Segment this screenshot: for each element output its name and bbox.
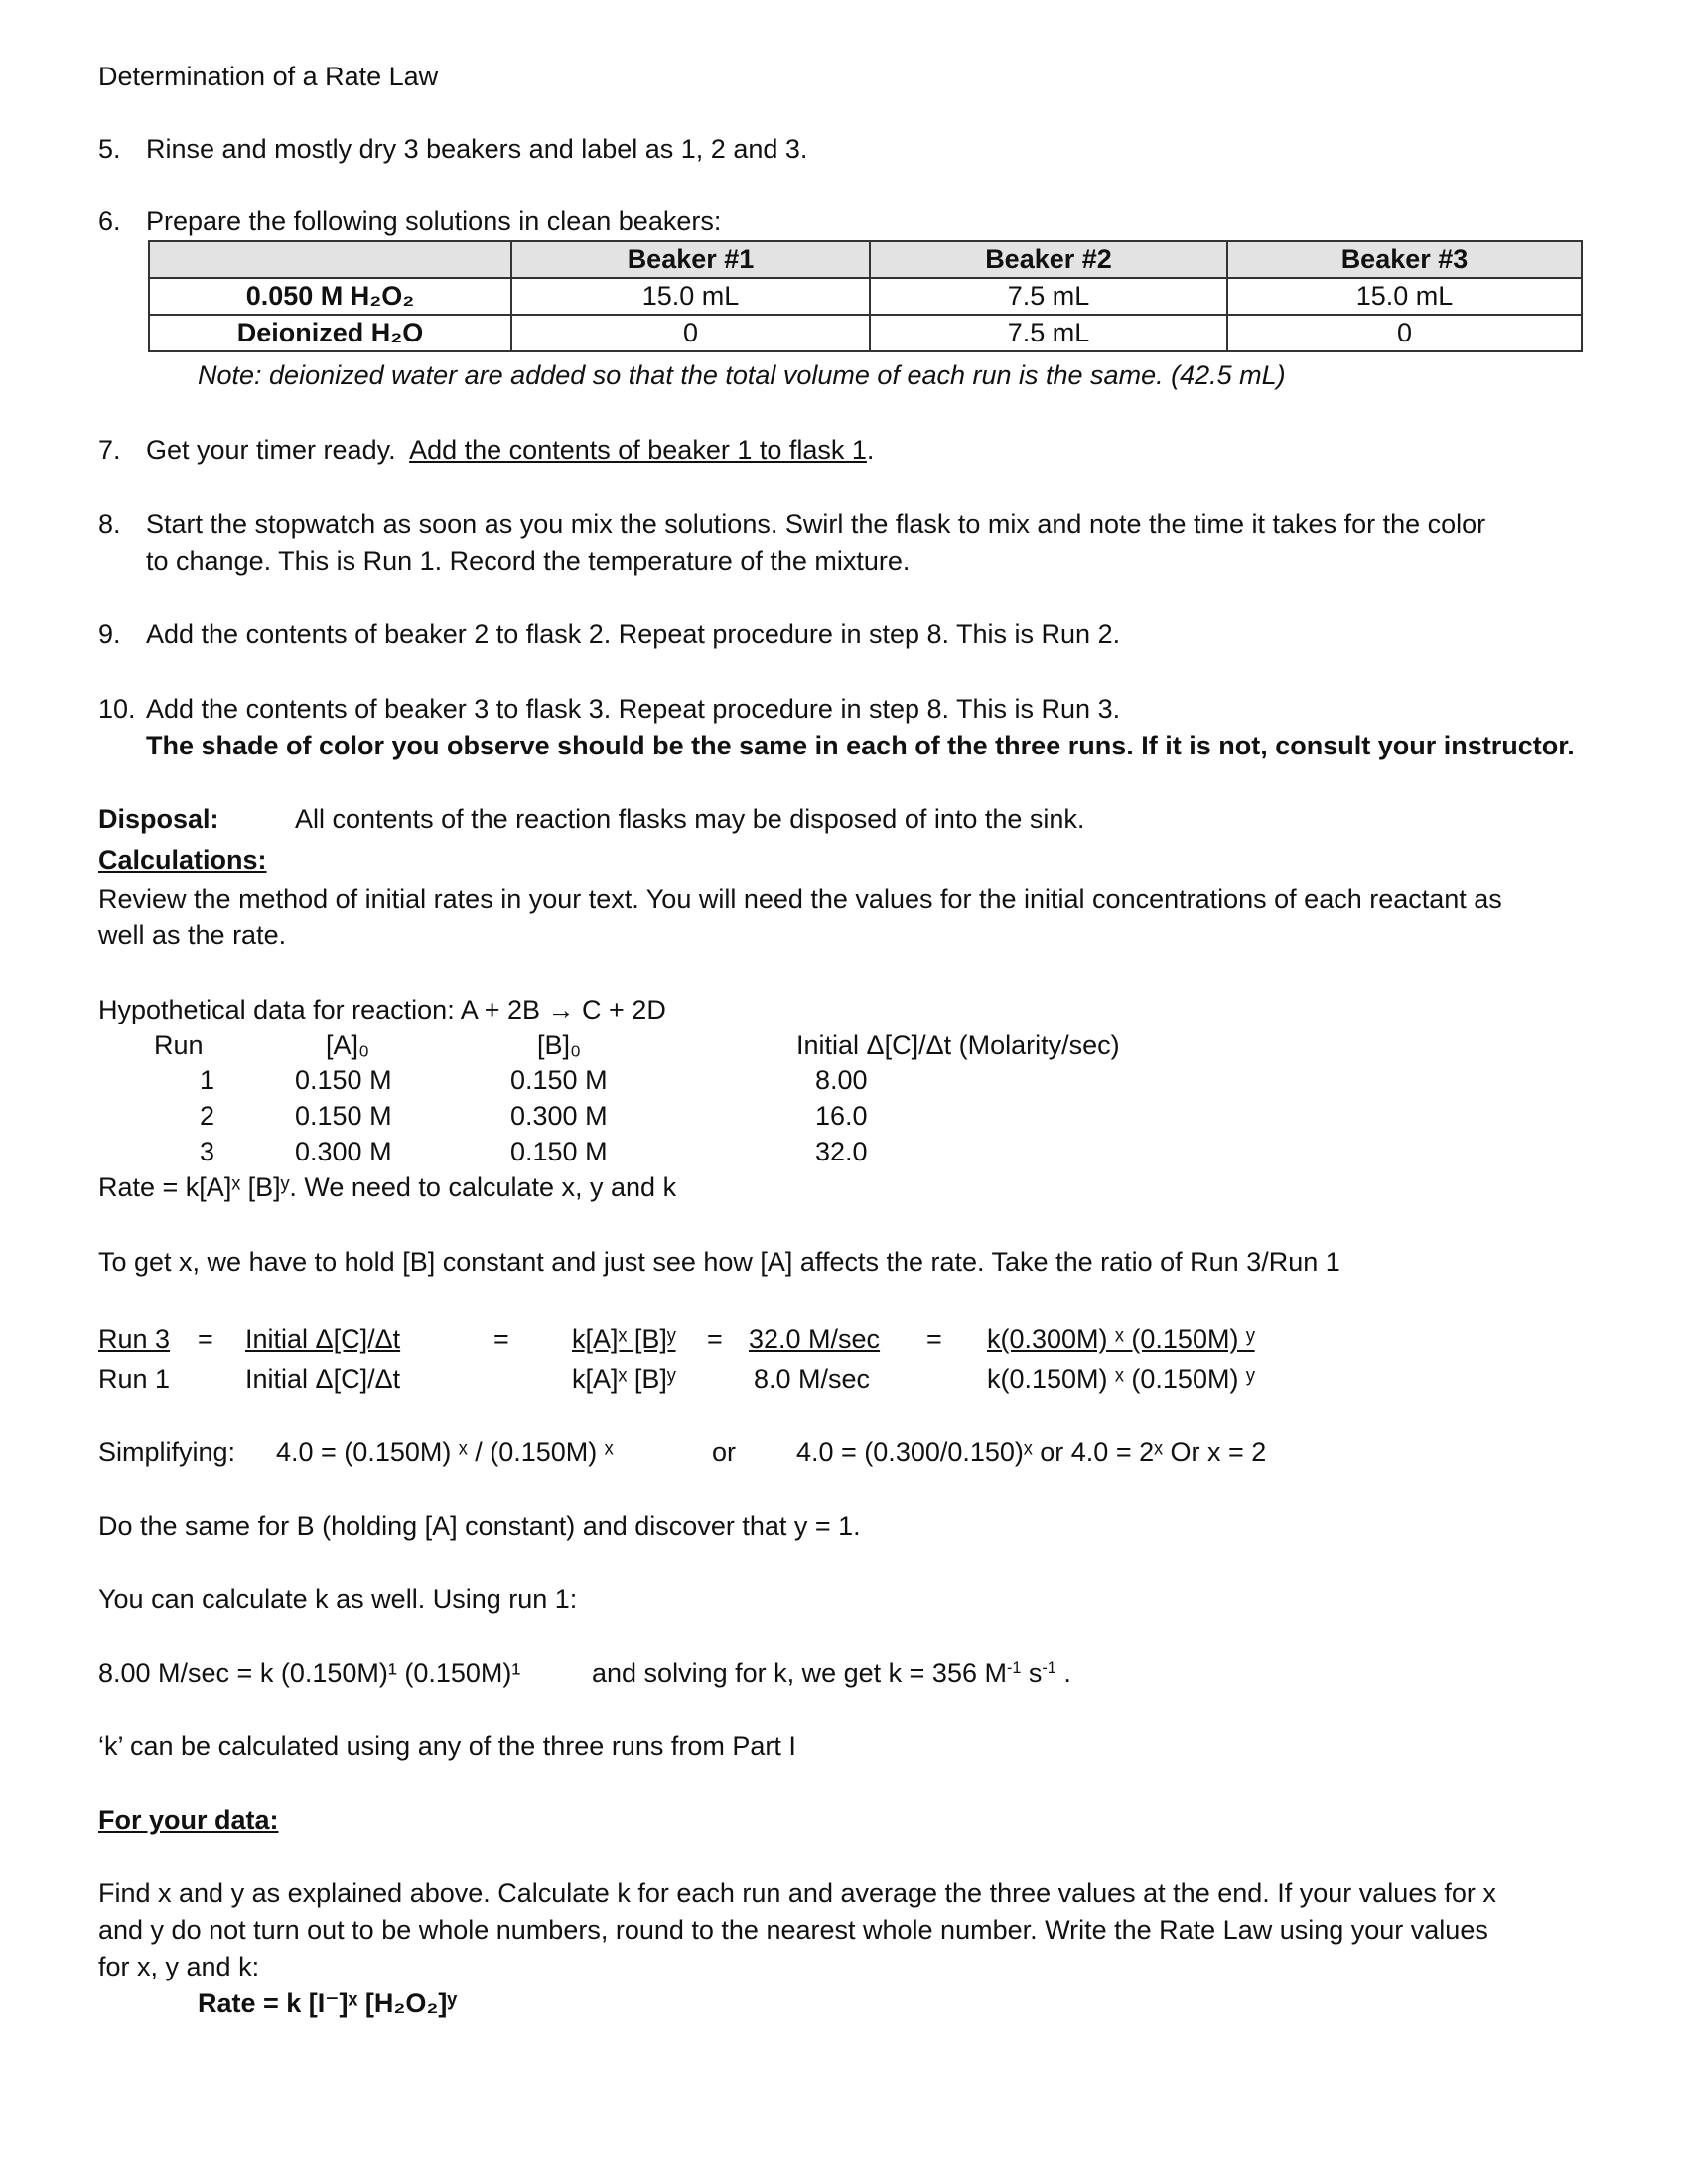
b-cell: 0.300 M xyxy=(510,1101,608,1131)
step-number: 10. xyxy=(98,694,136,724)
table-header-cell: Beaker #2 xyxy=(870,241,1227,278)
table-note: Note: deionized water are added so that the total volume of each run is the same. (42.5 mL) xyxy=(198,360,1286,390)
b-cell: 0.150 M xyxy=(510,1137,608,1166)
step-number: 6. xyxy=(98,206,121,236)
col-header-run: Run xyxy=(154,1030,204,1060)
step-text: Get your timer ready. xyxy=(146,435,396,465)
step-number: 5. xyxy=(98,134,121,164)
disposal-label: Disposal: xyxy=(98,804,219,834)
simplifying-expr1: 4.0 = (0.150M) ˣ / (0.150M) ˣ xyxy=(276,1437,614,1467)
k-solution-unit: s xyxy=(1021,1658,1043,1688)
table-row xyxy=(149,278,1582,315)
step-6 xyxy=(98,205,721,239)
your-data-heading: For your data: xyxy=(98,1805,279,1835)
rate-cell: 16.0 xyxy=(815,1101,868,1131)
k-solution-end: . xyxy=(1055,1658,1071,1688)
table-cell: 7.5 mL xyxy=(870,315,1227,351)
step-8-line2: to change. This is Run 1. Record the temperature of the mixture. xyxy=(146,546,911,576)
table-header-cell xyxy=(149,241,511,278)
row-label: 0.050 M H₂O₂ xyxy=(149,278,511,315)
col-header-rate: Initial Δ[C]/Δt (Molarity/sec) xyxy=(796,1030,1120,1060)
a-cell: 0.150 M xyxy=(295,1101,392,1131)
step-7 xyxy=(98,433,874,468)
rate-law-general: Rate = k[A]ˣ [B]ʸ. We need to calculate x, y and k xyxy=(98,1172,677,1202)
ratio-rate-denominator: Initial Δ[C]/Δt xyxy=(245,1364,401,1394)
calc-k-text: You can calculate k as well. Using run 1: xyxy=(98,1584,578,1614)
simplifying-or: or xyxy=(712,1437,737,1467)
simplifying-expr2: 4.0 = (0.300/0.150)ˣ or 4.0 = 2ˣ Or x = 2 xyxy=(796,1437,1267,1467)
ratio-run1: Run 1 xyxy=(98,1364,171,1394)
equals-sign: = xyxy=(198,1324,213,1354)
ratio-sub-denominator: k(0.150M) ˣ (0.150M) ʸ xyxy=(987,1364,1255,1394)
step-10-warning: The shade of color you observe should be the same in each of the three runs. If it is not, consult your instructor. xyxy=(146,731,1575,760)
your-data-line1: Find x and y as explained above. Calculate k for each run and average the three values at the end. If your values for x xyxy=(98,1878,1496,1908)
ratio-value-numerator: 32.0 M/sec xyxy=(749,1324,881,1354)
step-number: 7. xyxy=(98,435,121,465)
step-text: Rinse and mostly dry 3 beakers and label as 1, 2 and 3. xyxy=(146,134,808,164)
col-header-a: [A]₀ xyxy=(326,1030,370,1060)
disposal-text: All contents of the reaction flasks may be disposed of into the sink. xyxy=(295,804,1085,834)
ratio-k-numerator: k[A]ˣ [B]ʸ xyxy=(572,1324,676,1354)
ratio-rate-numerator: Initial Δ[C]/Δt xyxy=(245,1324,401,1354)
table-cell: 7.5 mL xyxy=(870,278,1227,315)
table-cell: 15.0 mL xyxy=(1227,278,1582,315)
hypothetical-intro: Hypothetical data for reaction: A + 2B → C + 2D xyxy=(98,995,666,1024)
col-header-b: [B]₀ xyxy=(537,1030,582,1060)
a-cell: 0.150 M xyxy=(295,1065,392,1095)
b-cell: 0.150 M xyxy=(510,1065,608,1095)
rate-cell: 8.00 xyxy=(815,1065,868,1095)
calculations-line1: Review the method of initial rates in your text. You will need the values for the initial concentrations of each reactant as xyxy=(98,885,1502,914)
table-cell: 15.0 mL xyxy=(511,278,870,315)
exponent: -1 xyxy=(1006,1659,1022,1678)
ratio-sub-numerator: k(0.300M) ˣ (0.150M) ʸ xyxy=(987,1324,1255,1354)
k-solution-text: and solving for k, we get k = 356 M xyxy=(592,1658,1007,1688)
run-cell: 1 xyxy=(200,1065,215,1095)
equals-sign: = xyxy=(707,1324,723,1354)
k-equation: 8.00 M/sec = k (0.150M)¹ (0.150M)¹ xyxy=(98,1658,521,1688)
k-solution xyxy=(592,1656,1071,1691)
calculations-line2: well as the rate. xyxy=(98,920,287,950)
step-text: Add the contents of beaker 2 to flask 2. Repeat procedure in step 8. This is Run 2. xyxy=(146,619,1121,649)
run-cell: 2 xyxy=(200,1101,215,1131)
beaker-table xyxy=(148,240,1583,352)
table-header-cell: Beaker #1 xyxy=(511,241,870,278)
exponent: -1 xyxy=(1042,1659,1056,1678)
step-10 xyxy=(98,692,1120,727)
step-5 xyxy=(98,132,807,167)
k-any-run-text: ‘k’ can be calculated using any of the three runs from Part I xyxy=(98,1731,796,1761)
step-text: Add the contents of beaker 3 to flask 3. Repeat procedure in step 8. This is Run 3. xyxy=(146,694,1121,724)
table-cell: 0 xyxy=(1227,315,1582,351)
ratio-intro: To get x, we have to hold [B] constant and just see how [A] affects the rate. Take the ratio of Run 3/Run 1 xyxy=(98,1247,1340,1277)
table-row xyxy=(149,315,1582,351)
table-header-row xyxy=(149,241,1582,278)
step-9 xyxy=(98,617,1120,652)
step-underlined-text: Add the contents of beaker 1 to flask 1 xyxy=(409,435,867,465)
a-cell: 0.300 M xyxy=(295,1137,392,1166)
simplifying-label: Simplifying: xyxy=(98,1437,236,1467)
step-8 xyxy=(98,507,1485,542)
equals-sign: = xyxy=(493,1324,509,1354)
equals-sign: = xyxy=(926,1324,942,1354)
step-number: 8. xyxy=(98,509,121,539)
ratio-k-denominator: k[A]ˣ [B]ʸ xyxy=(572,1364,676,1394)
step-number: 9. xyxy=(98,619,121,649)
step-end: . xyxy=(866,435,875,465)
step-text: Start the stopwatch as soon as you mix the solutions. Swirl the flask to mix and note the time it takes for the color xyxy=(146,509,1486,539)
rate-law-formula: Rate = k [I⁻]ˣ [H₂O₂]ʸ xyxy=(198,1988,458,2018)
your-data-line3: for x, y and k: xyxy=(98,1952,260,1981)
page-title: Determination of a Rate Law xyxy=(98,62,439,91)
run-cell: 3 xyxy=(200,1137,215,1166)
table-header-cell: Beaker #3 xyxy=(1227,241,1582,278)
row-label: Deionized H₂O xyxy=(149,315,511,351)
ratio-value-denominator: 8.0 M/sec xyxy=(754,1364,871,1394)
step-text: Prepare the following solutions in clean beakers: xyxy=(146,206,722,236)
table-cell: 0 xyxy=(511,315,870,351)
do-same-text: Do the same for B (holding [A] constant) and discover that y = 1. xyxy=(98,1511,861,1541)
your-data-line2: and y do not turn out to be whole numbers, round to the nearest whole number. Write the Rate Law using your values xyxy=(98,1915,1488,1945)
ratio-run3: Run 3 xyxy=(98,1324,171,1354)
rate-cell: 32.0 xyxy=(815,1137,868,1166)
calculations-heading: Calculations: xyxy=(98,845,267,875)
